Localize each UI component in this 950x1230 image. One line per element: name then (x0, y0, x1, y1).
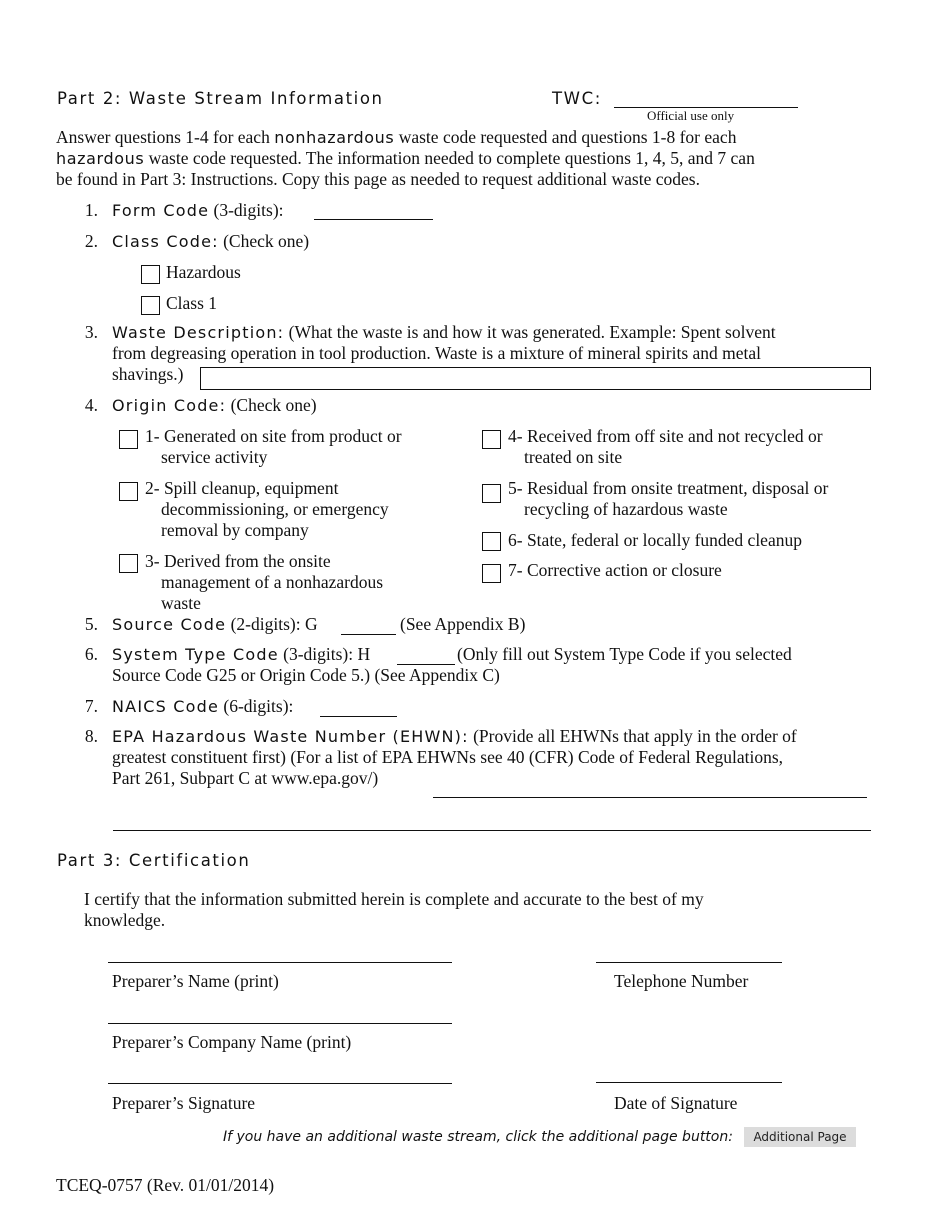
ehwn-field-line-1[interactable] (433, 797, 867, 798)
part3-title: Part 3: Certification (57, 851, 251, 870)
preparer-name-label: Preparer’s Name (print) (112, 971, 279, 991)
q1-number: 1. (84, 200, 98, 220)
q7-number: 7. (84, 696, 98, 716)
signature-label: Preparer’s Signature (112, 1093, 256, 1113)
q8-text: EPA Hazardous Waste Number (EHWN): (Provide all EHWNs that apply in the order of greatest constituent first) (For a list of EPA EHWNs see 40 (CFR) Code of Federal Regulations, Part 261, Subpart C at www.epa.gov/) (112, 726, 797, 788)
q6-suffix: (Only fill out System Type Code if you selected (457, 644, 792, 664)
certification-statement: I certify that the information submitted herein is complete and accurate to the best of my knowledge. (84, 889, 704, 930)
q7-label: NAICS Code (6-digits): (112, 696, 294, 716)
class-1-checkbox[interactable] (141, 296, 160, 315)
class-hazardous-label: Hazardous (166, 262, 241, 282)
twc-label: TWC: (552, 89, 602, 108)
waste-description-input[interactable] (200, 367, 871, 390)
origin-6-label: 6- State, federal or locally funded cleanup (508, 530, 802, 550)
q5-suffix: (See Appendix B) (400, 614, 526, 634)
naics-code-field[interactable] (320, 716, 397, 717)
origin-3-checkbox[interactable] (119, 554, 138, 573)
q3-number: 3. (84, 322, 98, 342)
date-label: Date of Signature (614, 1093, 738, 1113)
origin-2-label: 2- Spill cleanup, equipment decommissioning, or emergency removal by company (145, 478, 389, 540)
origin-3-label: 3- Derived from the onsite management of a nonhazardous waste (145, 551, 384, 613)
q4-label: Origin Code: (Check one) (112, 395, 317, 415)
twc-note: Official use only (647, 108, 735, 123)
telephone-field[interactable] (596, 962, 782, 963)
additional-page-button[interactable]: Additional Page (744, 1127, 856, 1147)
q1-label: Form Code (3-digits): (112, 200, 284, 220)
origin-5-checkbox[interactable] (482, 484, 501, 503)
q2-label: Class Code: (Check one) (112, 231, 310, 251)
origin-5-label: 5- Residual from onsite treatment, disposal or recycling of hazardous waste (508, 478, 829, 519)
ehwn-field-line-2[interactable] (113, 830, 871, 831)
intro-paragraph: Answer questions 1-4 for each nonhazardous waste code requested and questions 1-8 for each hazardous waste code requested. The information needed to complete questions 1, 4, 5, and 7 can be found in Part 3: Instructions. Copy this page as needed to request additional waste codes. (56, 127, 755, 189)
origin-1-label: 1- Generated on site from product or service activity (145, 426, 402, 467)
origin-7-label: 7- Corrective action or closure (508, 560, 722, 580)
form-code-field[interactable] (314, 219, 433, 220)
company-name-field[interactable] (108, 1023, 452, 1024)
q6-number: 6. (84, 644, 98, 664)
class-hazardous-checkbox[interactable] (141, 265, 160, 284)
origin-7-checkbox[interactable] (482, 564, 501, 583)
q3-text: Waste Description: (What the waste is and how it was generated. Example: Spent solvent from degreasing operation in tool production. Waste is a mixture of mineral spirits and metal shavings.) (112, 322, 776, 384)
company-name-label: Preparer’s Company Name (print) (112, 1032, 352, 1052)
additional-page-note: If you have an additional waste stream, click the additional page button: (223, 1129, 733, 1145)
form-id: TCEQ-0757 (Rev. 01/01/2014) (56, 1175, 275, 1195)
source-code-field[interactable] (341, 634, 396, 635)
origin-4-checkbox[interactable] (482, 430, 501, 449)
telephone-label: Telephone Number (614, 971, 749, 991)
q4-number: 4. (84, 395, 98, 415)
q6-label: System Type Code (3-digits): H (112, 644, 371, 664)
q6-line2: Source Code G25 or Origin Code 5.) (See Appendix C) (112, 665, 500, 685)
origin-1-checkbox[interactable] (119, 430, 138, 449)
date-field[interactable] (596, 1082, 782, 1083)
preparer-name-field[interactable] (108, 962, 452, 963)
q5-number: 5. (84, 614, 98, 634)
origin-4-label: 4- Received from off site and not recycled or treated on site (508, 426, 823, 467)
part2-title: Part 2: Waste Stream Information (57, 89, 384, 108)
origin-6-checkbox[interactable] (482, 532, 501, 551)
signature-field[interactable] (108, 1083, 452, 1084)
class-1-label: Class 1 (166, 293, 218, 313)
q8-number: 8. (84, 726, 98, 746)
q2-number: 2. (84, 231, 98, 251)
origin-2-checkbox[interactable] (119, 482, 138, 501)
q5-label: Source Code (2-digits): G (112, 614, 318, 634)
